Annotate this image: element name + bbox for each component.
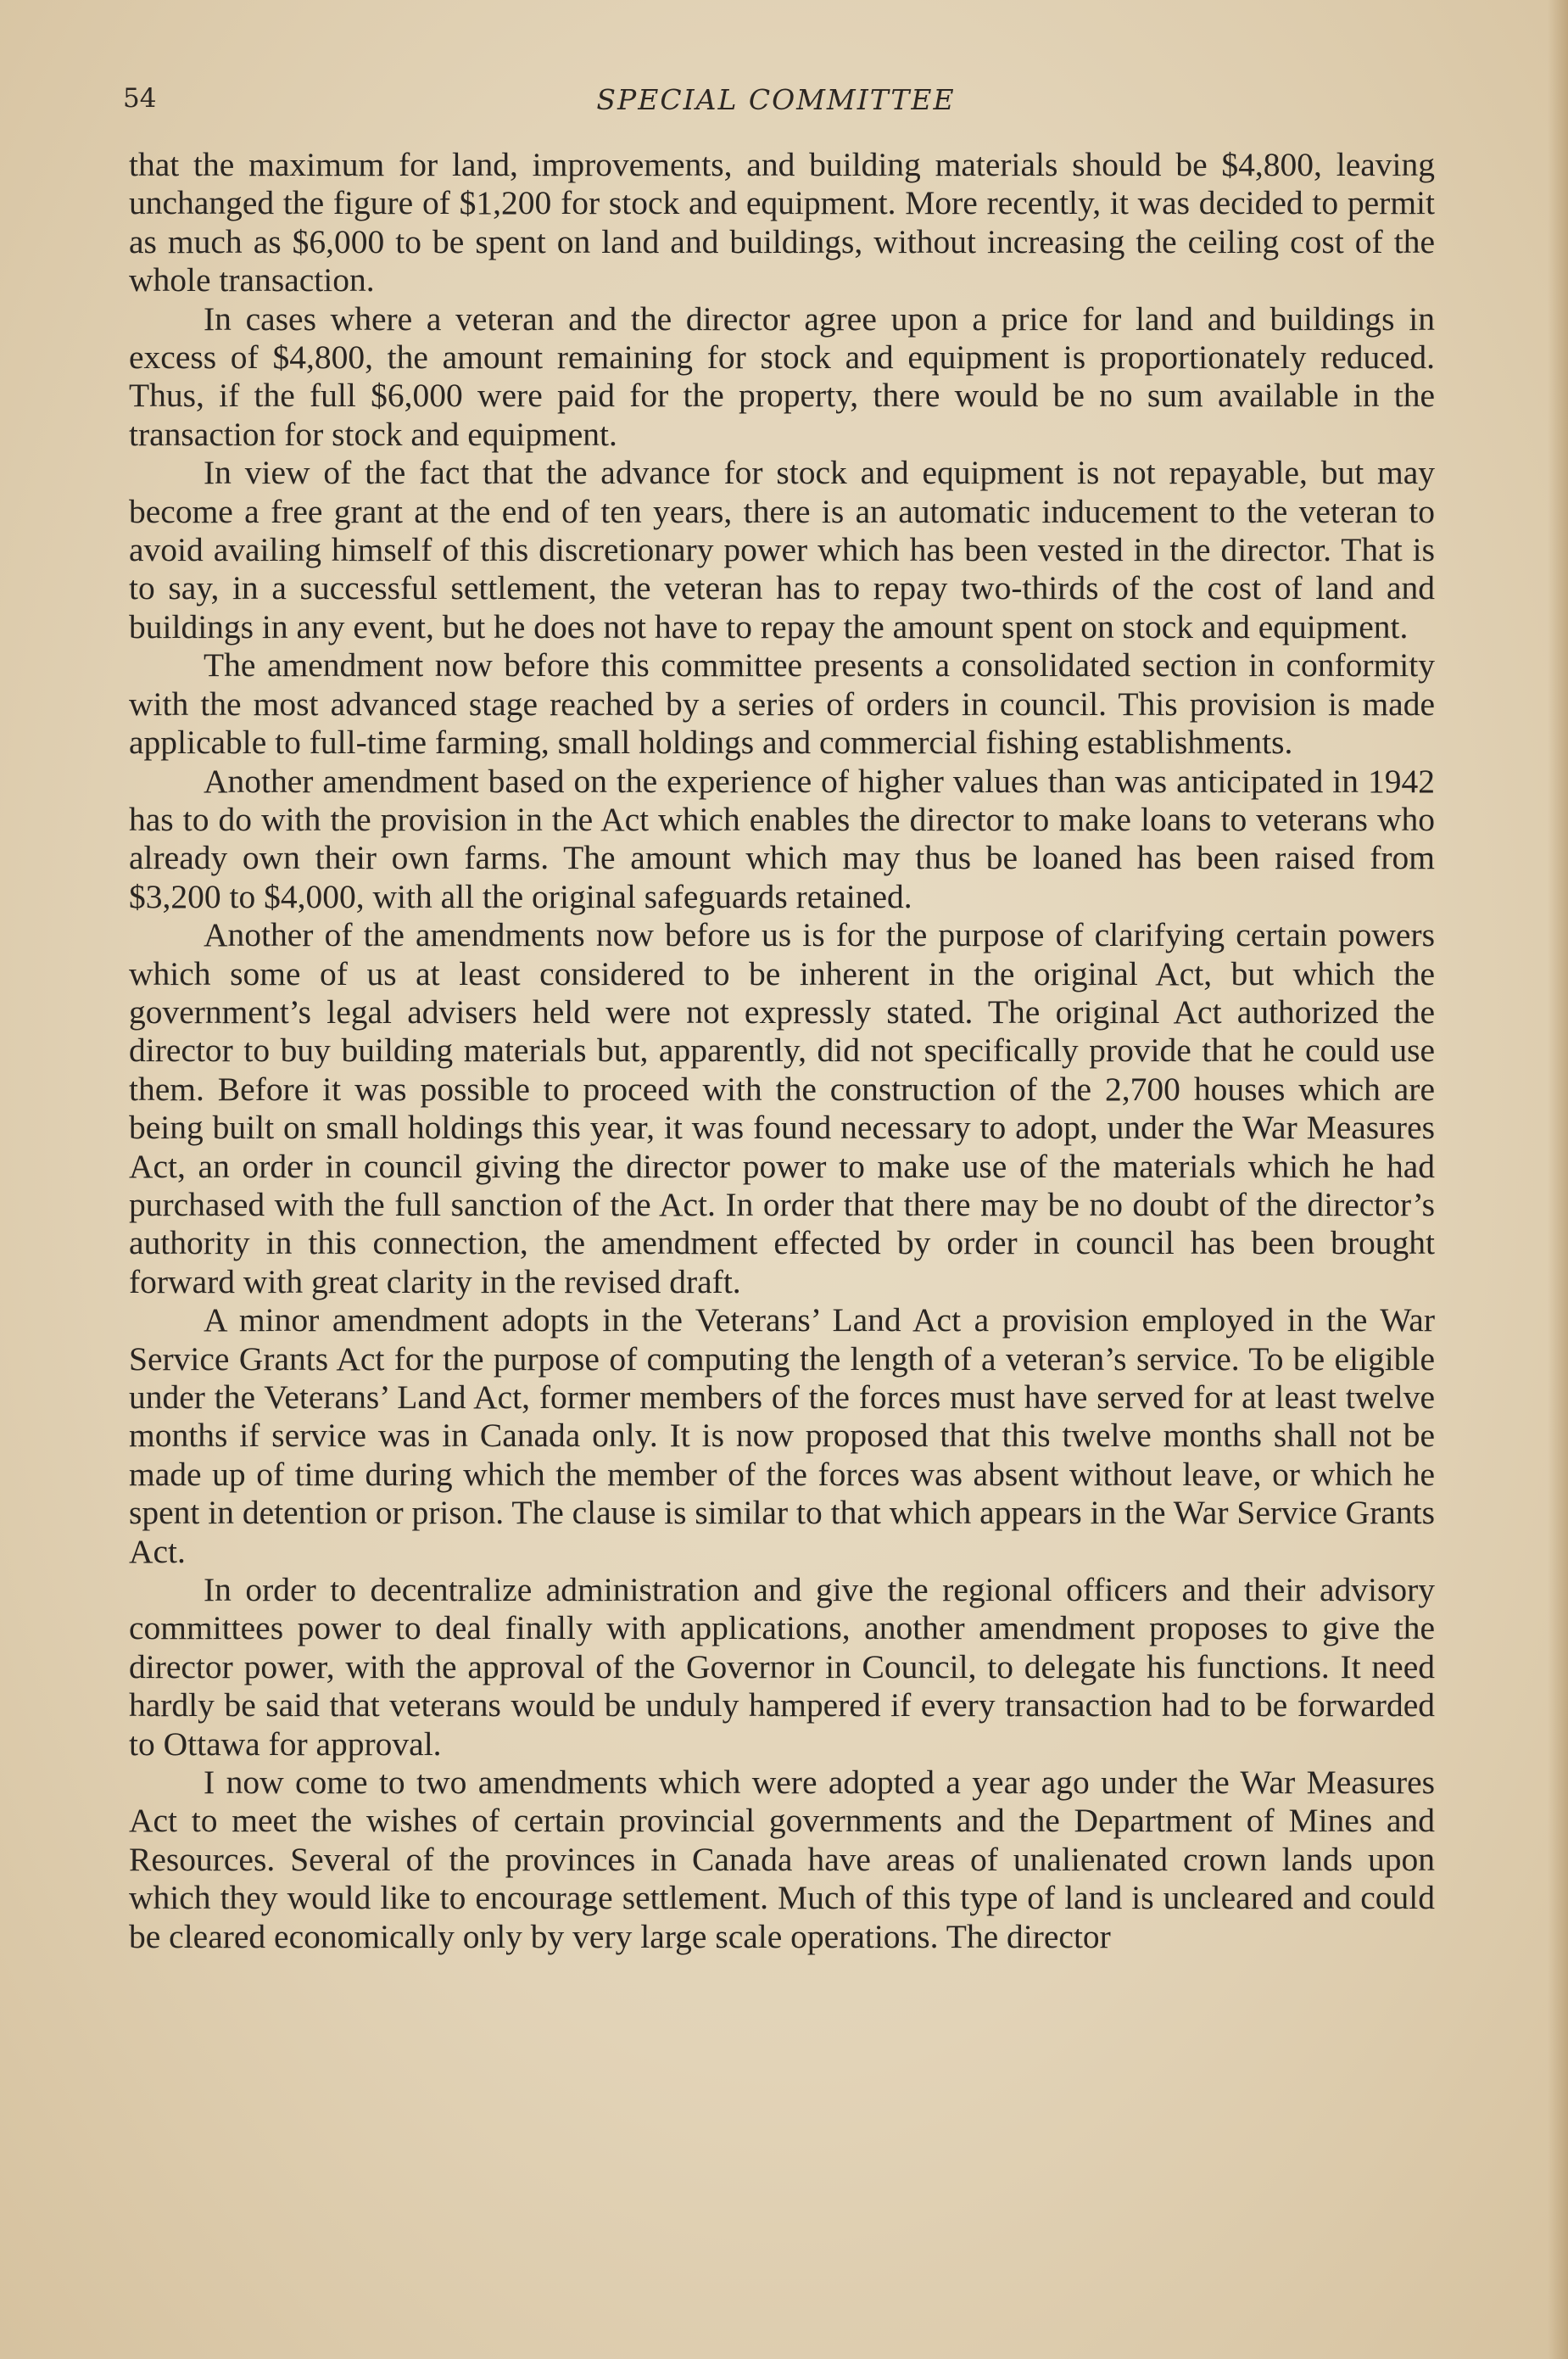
paragraph: In cases where a veteran and the director agree upon a price for land and buildings in excess of $4,800, the amount remaining for stock and equipment is proportionately reduced. Thus, if the full $6,000 were paid for the property, there would be no sum available in the transaction for stock and equipment. [129, 299, 1435, 453]
paragraph: A minor amendment adopts in the Veterans’ Land Act a provision employed in the War Service Grants Act for the purpose of computing the length of a veteran’s service. To be eligible under the Veterans’ Land Act, former members of the forces must have served for at least twelve months if service was in Canada only. It is now proposed that this twelve months shall not be made up of time during which the member of the forces was absent without leave, or which he spent in detention or prison. The clause is similar to that which appears in the War Service Grants Act. [129, 1301, 1435, 1570]
paragraph: In view of the fact that the advance for stock and equipment is not repayable, but may become a free grant at the end of ten years, there is an automatic inducement to the veteran to avoid availing himself of this discretionary power which has been vested in the director. That is to say, in a successful settlement, the veteran has to repay two-thirds of the cost of land and buildings in any event, but he does not have to repay the amount spent on stock and equipment. [129, 454, 1435, 646]
paragraph: that the maximum for land, improvements, and building materials should be $4,800, leaving unchanged the figure of $1,200 for stock and equipment. More recently, it was decided to permit as much as $6,000 to be spent on land and buildings, without increasing the ceiling cost of the whole transaction. [129, 146, 1435, 299]
body-text [129, 146, 1435, 1956]
paragraph: Another of the amendments now before us is for the purpose of clarifying certain powers which some of us at least considered to be inherent in the original Act, but which the government’s legal advisers held were not expressly stated. The original Act authorized the director to buy building materials but, apparently, did not specifically provide that he could use them. Before it was possible to proceed with the construction of the 2,700 houses which are being built on small holdings this year, it was found necessary to adopt, under the War Measures Act, an order in council giving the director power to make use of the materials which he had purchased with the full sanction of the Act. In order that there may be no doubt of the director’s authority in this connection, the amendment effected by order in council has been brought forward with great clarity in the revised draft. [129, 916, 1435, 1300]
paragraph: The amendment now before this committee presents a consolidated section in conformity with the most advanced stage reached by a series of orders in council. This provision is made applicable to full-time farming, small holdings and commercial fishing establishments. [129, 646, 1435, 762]
page-edge-shadow [1548, 0, 1568, 2359]
page-number: 54 [123, 83, 157, 114]
paragraph: Another amendment based on the experience of higher values than was anticipated in 1942 has to do with the provision in the Act which enables the director to make loans to veterans who already own their own farms. The amount which may thus be loaned has been raised from $3,200 to $4,000, with all the original safeguards retained. [129, 762, 1435, 915]
page-header [123, 83, 1429, 134]
running-head: SPECIAL COMMITTEE [596, 83, 956, 116]
paragraph: I now come to two amendments which were adopted a year ago under the War Measures Act to meet the wishes of certain provincial governments and the Department of Mines and Resources. Several of the provinces in Canada have areas of unalienated crown lands upon which they would like to encourage settlement. Much of this type of land is uncleared and could be cleared economically only by very large scale operations. The director [129, 1764, 1435, 1955]
paragraph: In order to decentralize administration and give the regional officers and their advisory committees power to deal finally with applications, another amendment proposes to give the director power, with the approval of the Governor in Council, to delegate his functions. It need hardly be said that veterans would be unduly hampered if every transaction had to be forwarded to Ottawa for approval. [129, 1571, 1435, 1763]
